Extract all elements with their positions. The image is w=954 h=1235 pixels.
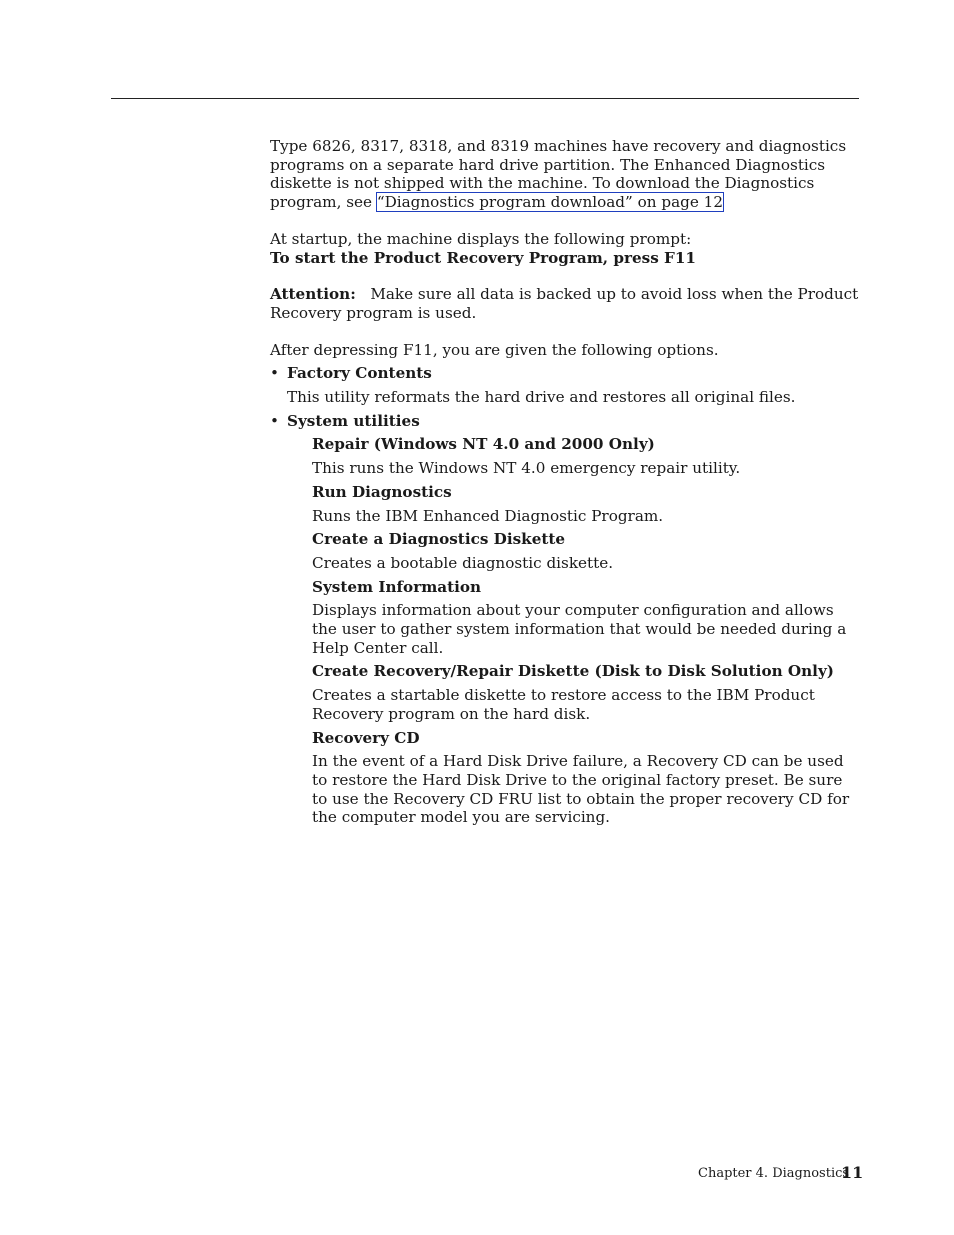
option-title: Factory Contents — [287, 364, 432, 383]
utility-term: Create a Diagnostics Diskette — [312, 530, 566, 549]
option-system-utilities — [270, 412, 860, 431]
utility-desc: Runs the IBM Enhanced Diagnostic Program. — [312, 506, 664, 525]
after-f11-line: After depressing F11, you are given the following options. — [270, 340, 719, 359]
utility-desc: Displays information about your computer configuration and allows the user to gather system information that would be needed during a Help Center call. — [312, 601, 847, 657]
attention-note — [270, 285, 860, 322]
bullet-glyph: • — [270, 364, 279, 383]
utilities-list — [270, 435, 860, 827]
bullet-glyph: • — [270, 411, 279, 430]
utility-term: Repair (Windows NT 4.0 and 2000 Only) — [312, 435, 655, 454]
option-factory-contents — [270, 364, 860, 383]
utility-desc: In the event of a Hard Disk Drive failure, a Recovery CD can be used to restore the Hard Disk Drive to the original factory preset. Be sure to use the Recovery CD FRU list to obtain the proper recovery CD for the computer model you are servicing. — [312, 752, 850, 827]
utility-term: Create Recovery/Repair Diskette (Disk to Disk Solution Only) — [312, 662, 834, 681]
utility-term: System Information — [312, 577, 482, 596]
option-title: System utilities — [287, 411, 420, 430]
utility-desc: Creates a bootable diagnostic diskette. — [312, 553, 614, 572]
intro-paragraph — [270, 137, 860, 212]
option-description: This utility reformats the hard drive and restores all original files. — [287, 388, 796, 407]
startup-prompt — [270, 249, 860, 268]
chapter-label: Chapter 4. Diagnostics — [698, 1166, 850, 1181]
page-number: 11 — [841, 1163, 864, 1182]
header-rule — [111, 98, 859, 99]
intro-text: Type 6826, 8317, 8318, and 8319 machines have recovery and diagnostics programs on a separate hard drive partition. The Enhanced Diagnostics diskette is not shipped with the machine. To download the Diagnostics program, see — [270, 137, 847, 212]
utility-desc: Creates a startable diskette to restore access to the IBM Product Recovery program on the hard disk. — [312, 686, 815, 723]
utility-term: Recovery CD — [312, 728, 420, 747]
startup-line: At startup, the machine displays the following prompt: — [270, 229, 692, 248]
prompt-text: To start the Product Recovery Program, press F11 — [270, 248, 696, 267]
page-content — [270, 137, 860, 827]
attention-label: Attention: — [270, 285, 356, 304]
diagnostics-download-link[interactable]: “Diagnostics program download” on page 12 — [376, 193, 724, 212]
utility-term: Run Diagnostics — [312, 482, 452, 501]
utility-desc: This runs the Windows NT 4.0 emergency repair utility. — [312, 459, 741, 478]
attention-text: Make sure all data is backed up to avoid loss when the Product Recovery program is used. — [270, 285, 859, 322]
